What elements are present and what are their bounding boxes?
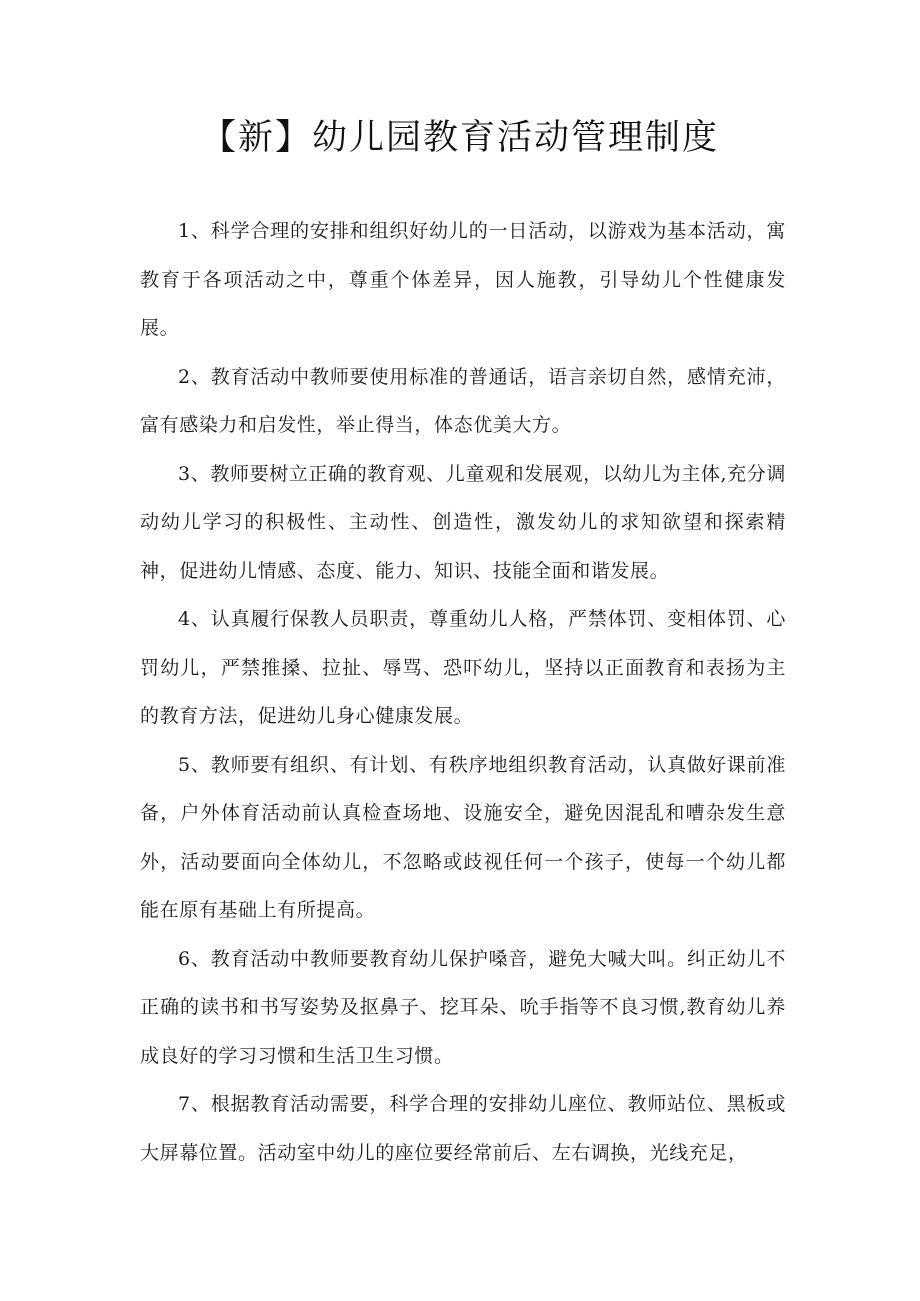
document-title: 【新】幼儿园教育活动管理制度 — [200, 118, 719, 158]
paragraph-3: 3、教师要树立正确的教育观、儿童观和发展观，以幼儿为主体,充分调动幼儿学习的积极性、主动性、创造性，激发幼儿的求知欲望和探索精神，促进幼儿情感、态度、能力、知识、技能全面和谐发展。 — [140, 462, 786, 582]
paragraph-5: 5、教师要有组织、有计划、有秩序地组织教育活动，认真做好课前准备，户外体育活动前认真检查场地、设施安全，避免因混乱和嘈杂发生意外，活动要面向全体幼儿，不忽略或歧视任何一个孩子，使每一个幼儿都能在原有基础上有所提高。 — [140, 753, 786, 921]
paragraph-2: 2、教育活动中教师要使用标准的普通话，语言亲切自然，感情充沛，富有感染力和启发性，举止得当，体态优美大方。 — [140, 365, 786, 436]
paragraph-4: 4、认真履行保教人员职责，尊重幼儿人格，严禁体罚、变相体罚、心罚幼儿，严禁推搡、拉扯、辱骂、恐吓幼儿，坚持以正面教育和表扬为主的教育方法，促进幼儿身心健康发展。 — [140, 608, 786, 727]
paragraph-7: 7、根据教育活动需要，科学合理的安排幼儿座位、教师站位、黑板或大屏幕位置。活动室中幼儿的座位要经常前后、左右调换，光线充足， — [140, 1093, 786, 1164]
document-body — [140, 207, 786, 1177]
paragraph-6: 6、教育活动中教师要教育幼儿保护嗓音，避免大喊大叫。纠正幼儿不正确的读书和书写姿势及抠鼻子、挖耳朵、吮手指等不良习惯,教育幼儿养成良好的学习习惯和生活卫生习惯。 — [140, 947, 786, 1067]
paragraph-1: 1、科学合理的安排和组织好幼儿的一日活动，以游戏为基本活动，寓教育于各项活动之中，尊重个体差异，因人施教，引导幼儿个性健康发展。 — [140, 220, 786, 339]
